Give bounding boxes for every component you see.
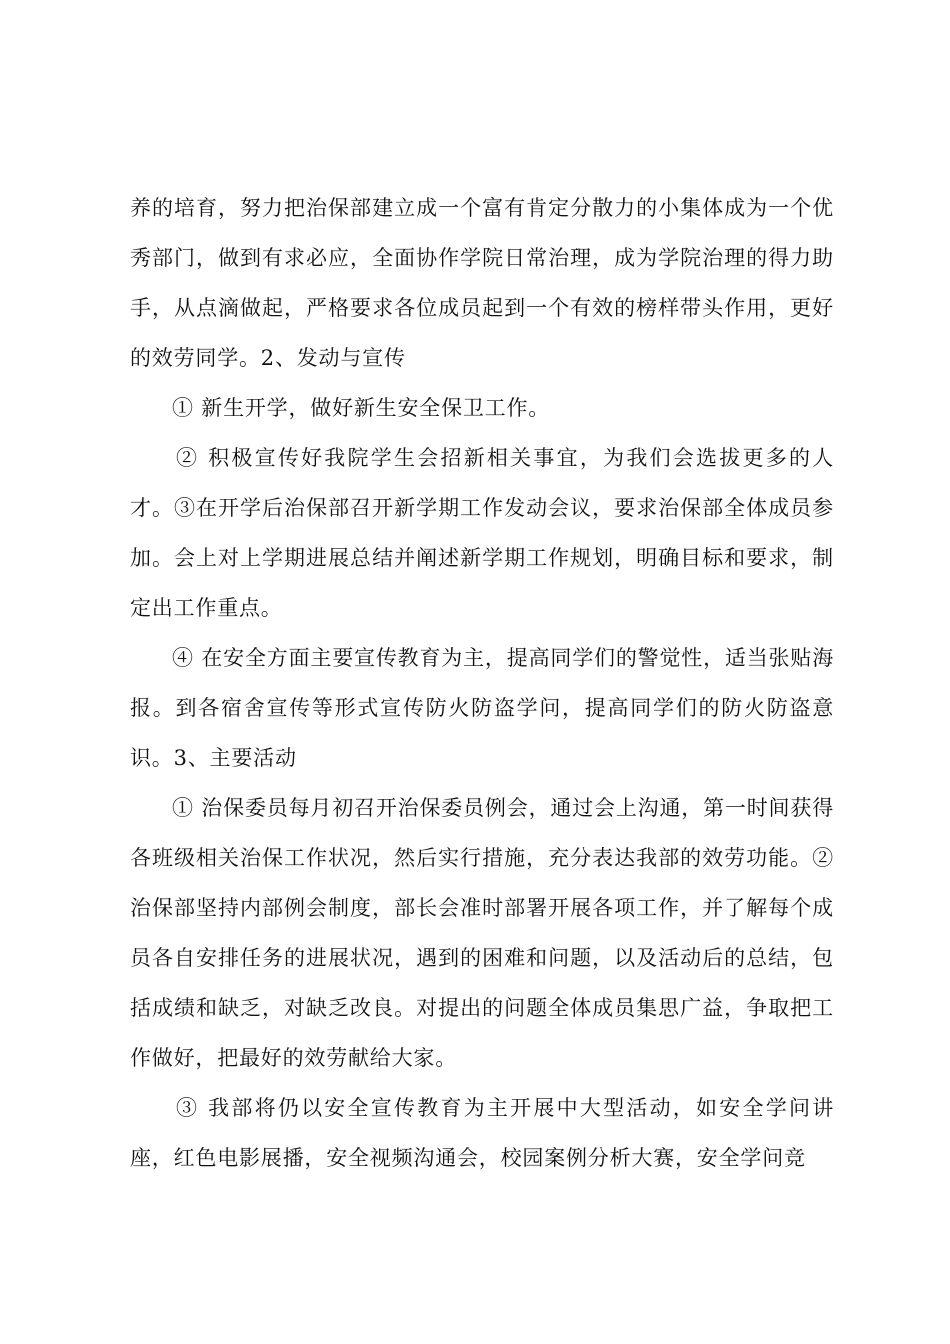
paragraph-item-2: ② 积极宣传好我院学生会招新相关事宜，为我们会选拔更多的人才。③在开学后治保部召开新学期工作发动会议，要求治保部全体成员参加。会上对上学期进展总结并阐述新学期工作规划，明确目标和要求，制定出工作重点。 bbox=[130, 446, 834, 620]
paragraph-continuation: 养的培育，努力把治保部建立成一个富有肯定分散力的小集体成为一个优秀部门，做到有求必应，全面协作学院日常治理，成为学院治理的得力助手，从点滴做起，严格要求各位成员起到一个有效的榜样带头作用，更好的效劳同学。2、发动与宣传 bbox=[130, 196, 834, 370]
document-body bbox=[130, 183, 834, 1183]
paragraph-item-1: ① 新生开学，做好新生安全保卫工作。 bbox=[172, 396, 551, 420]
paragraph-activity-1: ① 治保委员每月初召开治保委员例会，通过会上沟通，第一时间获得各班级相关治保工作状况，然后实行措施，充分表达我部的效劳功能。②治保部坚持内部例会制度，部长会准时部署开展各项工作，并了解每个成员各自安排任务的进展状况，遇到的困难和问题，以及活动后的总结，包括成绩和缺乏，对缺乏改良。对提出的问题全体成员集思广益，争取把工作做好，把最好的效劳献给大家。 bbox=[130, 796, 834, 1070]
paragraph-activity-3: ③ 我部将仍以安全宣传教育为主开展中大型活动，如安全学问讲座，红色电影展播，安全视频沟通会，校园案例分析大赛，安全学问竞 bbox=[130, 1096, 834, 1170]
paragraph-item-4: ④ 在安全方面主要宣传教育为主，提高同学们的警觉性，适当张贴海报。到各宿舍宣传等形式宣传防火防盗学问，提高同学们的防火防盗意识。3、主要活动 bbox=[130, 646, 834, 770]
